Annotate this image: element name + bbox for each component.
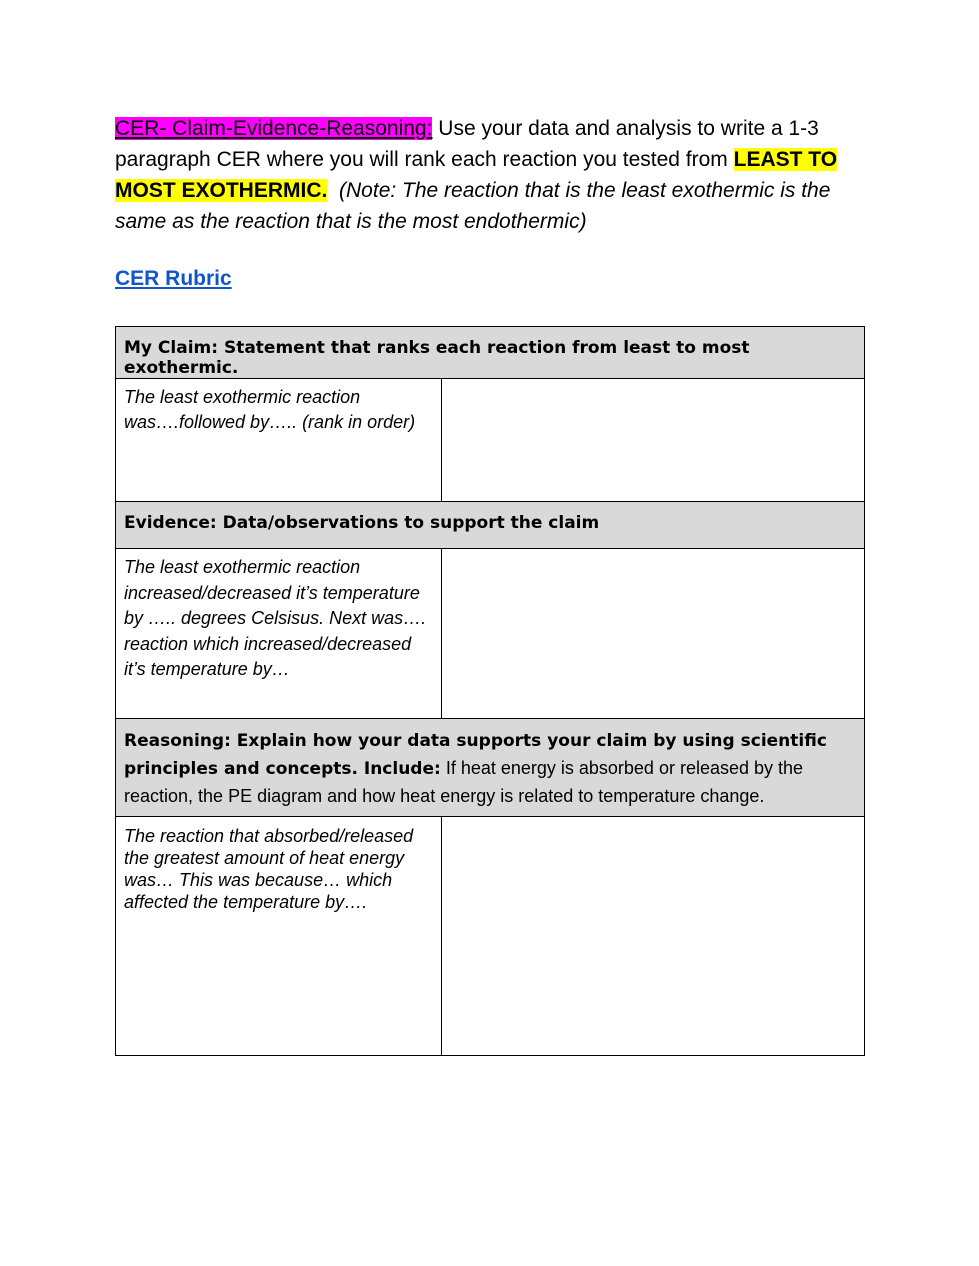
evidence-answer-cell[interactable]	[442, 549, 865, 719]
reasoning-header-bold: Reasoning: Explain how your data supports your claim by using scientific principles and concepts. Include:	[124, 731, 827, 779]
cer-heading: CER- Claim-Evidence-Reasoning:	[115, 117, 433, 140]
intro-paragraph	[115, 113, 875, 237]
intro-text: Use your data and analysis to write a 1-3 paragraph CER where you will rank each reaction you tested from	[115, 117, 819, 171]
intro-note: (Note: The reaction that is the least exothermic is the same as the reaction that is the most endothermic)	[115, 179, 831, 233]
evidence-prompt: The least exothermic reaction increased/decreased it’s temperature by ….. degrees Celsisus. Next was…. reaction which increased/decreased it’s temperature by…	[116, 549, 442, 719]
claim-prompt: The least exothermic reaction was….followed by….. (rank in order)	[116, 379, 442, 502]
cer-rubric-link[interactable]: CER Rubric	[115, 267, 232, 290]
claim-answer-cell[interactable]	[442, 379, 865, 502]
reasoning-header-detail: If heat energy is absorbed or released by the reaction, the PE diagram and how heat energy is related to temperature change.	[124, 758, 804, 806]
evidence-header: Evidence: Data/observations to support the claim	[116, 502, 865, 549]
reasoning-header	[116, 719, 865, 817]
reasoning-prompt: The reaction that absorbed/released the greatest amount of heat energy was… This was because… which affected the temperature by….	[116, 817, 442, 1056]
least-to-most-emphasis: LEAST TO MOST EXOTHERMIC.	[115, 148, 838, 202]
cer-table	[115, 326, 865, 1056]
reasoning-answer-cell[interactable]	[442, 817, 865, 1056]
claim-header: My Claim: Statement that ranks each reaction from least to most exothermic.	[116, 327, 865, 379]
